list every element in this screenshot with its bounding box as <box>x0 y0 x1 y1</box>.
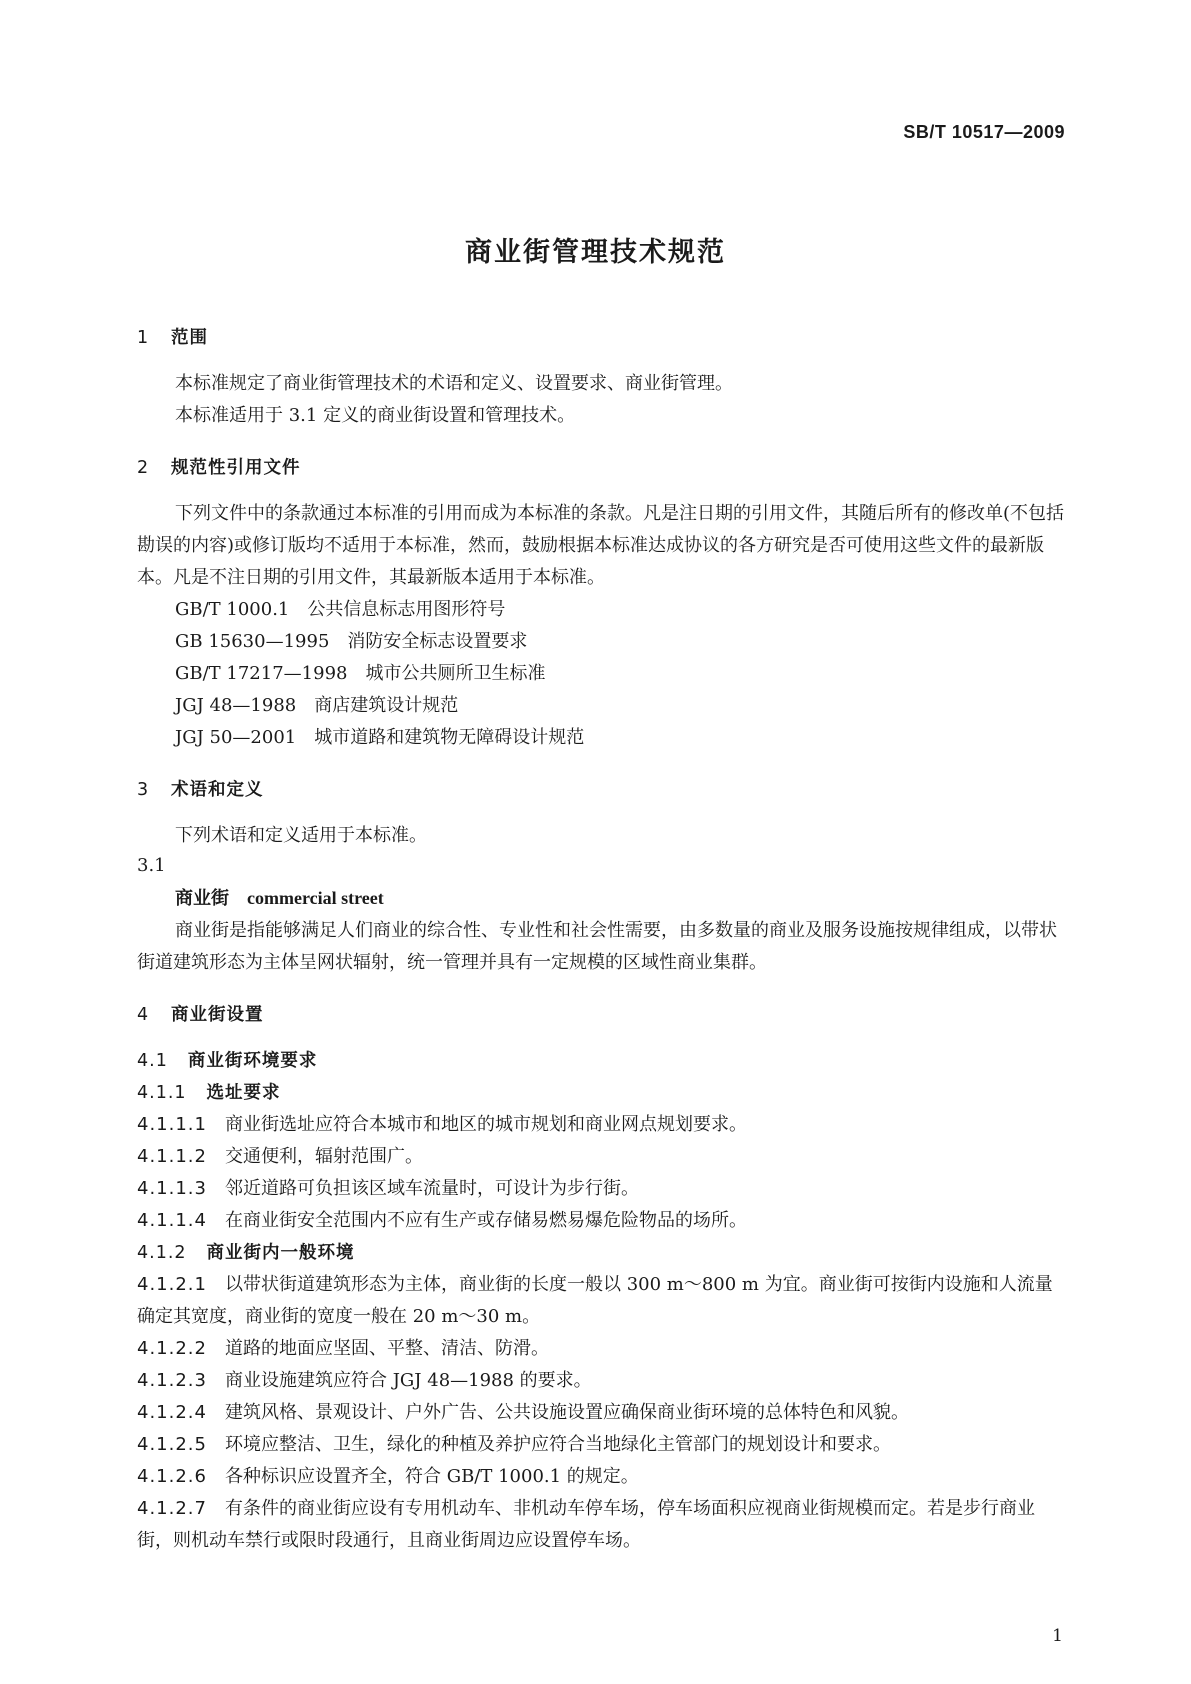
term-heading <box>137 882 1065 915</box>
section-number: 2 <box>137 458 150 478</box>
clause <box>137 1493 1065 1557</box>
reference-title: 城市公共厕所卫生标准 <box>365 663 546 684</box>
clause <box>137 1141 1065 1173</box>
clause-text: 各种标识应设置齐全，符合 GB/T 1000.1 的规定。 <box>224 1466 639 1487</box>
section-1-heading <box>137 322 1065 354</box>
clause-number: 4.1.2.3 <box>137 1370 207 1391</box>
section-number: 1 <box>137 328 150 348</box>
reference-title: 消防安全标志设置要求 <box>347 631 528 652</box>
clause-number: 4.1.1.3 <box>137 1178 207 1199</box>
clause-text: 环境应整洁、卫生，绿化的种植及养护应符合当地绿化主管部门的规划设计和要求。 <box>224 1434 891 1455</box>
clause-text: 有条件的商业街应设有专用机动车、非机动车停车场，停车场面积应视商业街规模而定。若是步行商业街，则机动车禁行或限时段通行，且商业街周边应设置停车场。 <box>137 1498 1035 1551</box>
clause-number: 4.1.2.6 <box>137 1466 207 1487</box>
subsection-title: 商业街内一般环境 <box>206 1243 355 1263</box>
section-title: 规范性引用文件 <box>171 458 301 478</box>
reference-item <box>137 690 1065 722</box>
section-number: 3 <box>137 780 150 800</box>
section-number: 4 <box>137 1005 150 1025</box>
term-definition: 商业街是指能够满足人们商业的综合性、专业性和社会性需要，由多数量的商业及服务设施按规律组成，以带状街道建筑形态为主体呈网状辐射，统一管理并具有一定规模的区域性商业集群。 <box>137 920 1057 973</box>
section-title: 范围 <box>171 328 208 348</box>
subsection-title: 商业街环境要求 <box>187 1051 318 1071</box>
reference-code: JGJ 48—1988 <box>175 695 297 716</box>
clause-text: 建筑风格、景观设计、户外广告、公共设施设置应确保商业街环境的总体特色和风貌。 <box>224 1402 909 1423</box>
clause-text: 交通便利，辐射范围广。 <box>224 1146 423 1167</box>
clause-number: 4.1.1.2 <box>137 1146 207 1167</box>
document-body <box>137 322 1065 1557</box>
clause-number: 4.1.1.4 <box>137 1210 207 1231</box>
subsection-4-1-heading <box>137 1045 1065 1077</box>
subsection-number: 4.1.2 <box>137 1243 187 1263</box>
section-title: 商业街设置 <box>171 1005 264 1025</box>
section-2-heading <box>137 452 1065 484</box>
clause <box>137 1269 1065 1333</box>
subsection-4-1-2-heading <box>137 1237 1065 1269</box>
clause <box>137 1173 1065 1205</box>
clause-text: 在商业街安全范围内不应有生产或存储易燃易爆危险物品的场所。 <box>224 1210 747 1231</box>
subsection-number: 4.1.1 <box>137 1083 187 1103</box>
clause <box>137 1429 1065 1461</box>
reference-title: 公共信息标志用图形符号 <box>307 599 506 620</box>
reference-item <box>137 626 1065 658</box>
clause <box>137 1205 1065 1237</box>
reference-title: 城市道路和建筑物无障碍设计规范 <box>314 727 585 748</box>
term-chinese: 商业街 <box>175 888 229 909</box>
reference-code: GB/T 1000.1 <box>175 599 290 620</box>
paragraph: 下列文件中的条款通过本标准的引用而成为本标准的条款。凡是注日期的引用文件，其随后所有的修改单(不包括勘误的内容)或修订版均不适用于本标准，然而，鼓励根据本标准达成协议的各方研究是否可使用这些文件的最新版本。凡是不注日期的引用文件，其最新版本适用于本标准。 <box>137 503 1065 588</box>
clause-number: 4.1.2.1 <box>137 1274 207 1295</box>
document-title: 商业街管理技术规范 <box>465 237 726 268</box>
clause-number: 4.1.1.1 <box>137 1114 207 1135</box>
clause-number: 4.1.2.5 <box>137 1434 207 1455</box>
clause-number: 4.1.2.7 <box>137 1498 207 1519</box>
clause <box>137 1461 1065 1493</box>
standard-code: SB/T 10517—2009 <box>903 122 1065 142</box>
clause-number: 4.1.2.4 <box>137 1402 207 1423</box>
reference-code: GB/T 17217—1998 <box>175 663 348 684</box>
clause <box>137 1109 1065 1141</box>
clause-text: 以带状街道建筑形态为主体，商业街的长度一般以 300 m～800 m 为宜。商业街可按街内设施和人流量确定其宽度，商业街的宽度一般在 20 m～30 m。 <box>137 1274 1053 1327</box>
clause-text: 邻近道路可负担该区域车流量时，可设计为步行街。 <box>224 1178 639 1199</box>
section-4-heading <box>137 999 1065 1031</box>
reference-code: GB 15630—1995 <box>175 631 330 652</box>
subsection-number: 4.1 <box>137 1051 168 1071</box>
clause-text: 道路的地面应坚固、平整、清洁、防滑。 <box>224 1338 549 1359</box>
reference-title: 商店建筑设计规范 <box>314 695 459 716</box>
paragraph: 本标准规定了商业街管理技术的术语和定义、设置要求、商业街管理。 <box>175 373 733 394</box>
paragraph: 下列术语和定义适用于本标准。 <box>175 825 427 846</box>
term-english: commercial street <box>247 888 384 908</box>
section-3-heading <box>137 774 1065 806</box>
clause-text: 商业街选址应符合本城市和地区的城市规划和商业网点规划要求。 <box>224 1114 747 1135</box>
reference-code: JGJ 50—2001 <box>175 727 297 748</box>
reference-item <box>137 594 1065 626</box>
clause <box>137 1333 1065 1365</box>
paragraph: 本标准适用于 3.1 定义的商业街设置和管理技术。 <box>175 405 576 426</box>
subsection-4-1-1-heading <box>137 1077 1065 1109</box>
clause-text: 商业设施建筑应符合 JGJ 48—1988 的要求。 <box>224 1370 592 1391</box>
section-title: 术语和定义 <box>171 780 264 800</box>
term-number: 3.1 <box>137 855 166 876</box>
clause-number: 4.1.2.2 <box>137 1338 207 1359</box>
clause <box>137 1397 1065 1429</box>
subsection-title: 选址要求 <box>206 1083 281 1103</box>
reference-item <box>137 722 1065 754</box>
clause <box>137 1365 1065 1397</box>
reference-item <box>137 658 1065 690</box>
page-number: 1 <box>1052 1626 1063 1646</box>
